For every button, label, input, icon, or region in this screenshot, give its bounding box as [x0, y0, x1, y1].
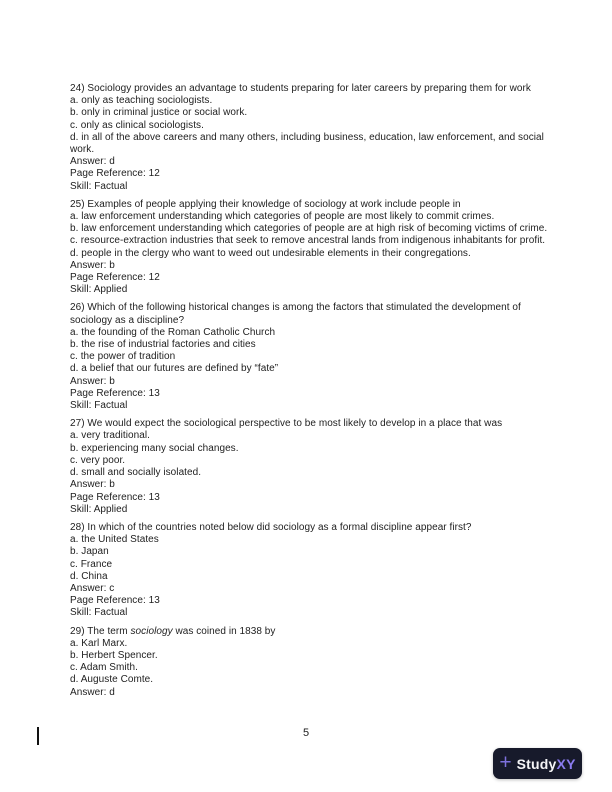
answer-line: Answer: c: [70, 582, 115, 594]
logo-text-xy: XY: [556, 755, 576, 772]
answer-option: a. law enforcement understanding which categories of people are most likely to commit crimes.: [70, 211, 495, 223]
question-text-part: 29) The term: [70, 625, 131, 637]
question-block: [70, 522, 551, 620]
answer-option: b. Herbert Spencer.: [70, 649, 158, 661]
answer-option: c. Adam Smith.: [70, 662, 138, 674]
answer-option: c. the power of tradition: [70, 351, 176, 363]
page-reference-line: Page Reference: 13: [70, 491, 160, 503]
answer-option: a. only as teaching sociologists.: [70, 95, 213, 107]
question-text-part: 24) Sociology provides an advantage to students preparing for later careers by preparing them for work: [70, 83, 531, 94]
answer-line: Answer: b: [70, 259, 115, 271]
page-reference-line: Page Reference: 12: [70, 272, 160, 284]
question-text-part: 27) We would expect the sociological perspective to be most likely to develop in a place that was: [70, 418, 503, 430]
skill-line: Skill: Factual: [70, 180, 128, 192]
question-text-part: 26) Which of the following historical changes is among the factors that stimulated the development of sociology as a discipline?: [70, 302, 521, 326]
answer-option: d. a belief that our futures are defined by “fate”: [70, 363, 279, 375]
page-reference-line: Page Reference: 13: [70, 595, 160, 607]
answer-option: a. very traditional.: [70, 430, 150, 442]
answer-option: c. only as clinical sociologists.: [70, 119, 204, 131]
question-block: [70, 83, 551, 193]
skill-line: Skill: Applied: [70, 503, 128, 515]
question-text: [70, 626, 551, 638]
page-number: 5: [302, 727, 310, 739]
answer-option: d. small and socially isolated.: [70, 467, 202, 479]
answer-line: Answer: b: [70, 375, 115, 387]
answer-option: a. the founding of the Roman Catholic Church: [70, 326, 276, 338]
page-reference-line: Page Reference: 13: [70, 387, 160, 399]
answer-option: a. Karl Marx.: [70, 637, 128, 649]
question-text-part: 28) In which of the countries noted below did sociology as a formal discipline appear first?: [70, 521, 472, 533]
skill-line: Skill: Factual: [70, 400, 128, 412]
question-block: [70, 302, 551, 412]
logo-text-study: Study: [516, 755, 557, 772]
question-text-part: 25) Examples of people applying their knowledge of sociology at work include people in: [70, 198, 461, 210]
plus-icon: +: [499, 751, 512, 774]
skill-line: Skill: Factual: [70, 607, 128, 619]
question-block: [70, 626, 551, 699]
page-reference-line: Page Reference: 12: [70, 168, 160, 180]
answer-line: Answer: d: [70, 686, 115, 698]
studyxy-logo[interactable]: [493, 748, 582, 779]
answer-option: b. the rise of industrial factories and cities: [70, 339, 256, 351]
answer-option: d. in all of the above careers and many others, including business, education, law enforcement, and social work.: [70, 131, 544, 156]
answer-line: Answer: b: [70, 479, 115, 491]
skill-line: Skill: Applied: [70, 284, 128, 296]
question-text: [70, 199, 551, 211]
question-block: [70, 199, 551, 297]
question-text: [70, 83, 551, 95]
question-text-part: was coined in 1838 by: [172, 625, 276, 637]
question-text-italic: sociology: [130, 625, 173, 637]
answer-option: b. Japan: [70, 546, 109, 558]
answer-option: d. Auguste Comte.: [70, 674, 154, 686]
question-text: [70, 418, 551, 430]
answer-option: b. only in criminal justice or social work.: [70, 107, 248, 119]
answer-option: d. China: [70, 570, 108, 582]
answer-option: b. law enforcement understanding which categories of people are at high risk of becoming victims of crime.: [70, 223, 548, 235]
answer-option: c. France: [70, 558, 113, 570]
questions-list: [70, 83, 551, 705]
question-block: [70, 418, 551, 516]
answer-option: b. experiencing many social changes.: [70, 442, 239, 454]
answer-option: c. resource-extraction industries that seek to remove ancestral lands from indigenous inhabitants for profit.: [70, 235, 546, 247]
question-text: [70, 522, 551, 534]
question-text: [70, 302, 551, 326]
answer-option: d. people in the clergy who want to weed out undesirable elements in their congregations.: [70, 247, 471, 259]
answer-option: c. very poor.: [70, 454, 126, 466]
answer-line: Answer: d: [70, 156, 115, 168]
answer-option: a. the United States: [70, 534, 159, 546]
